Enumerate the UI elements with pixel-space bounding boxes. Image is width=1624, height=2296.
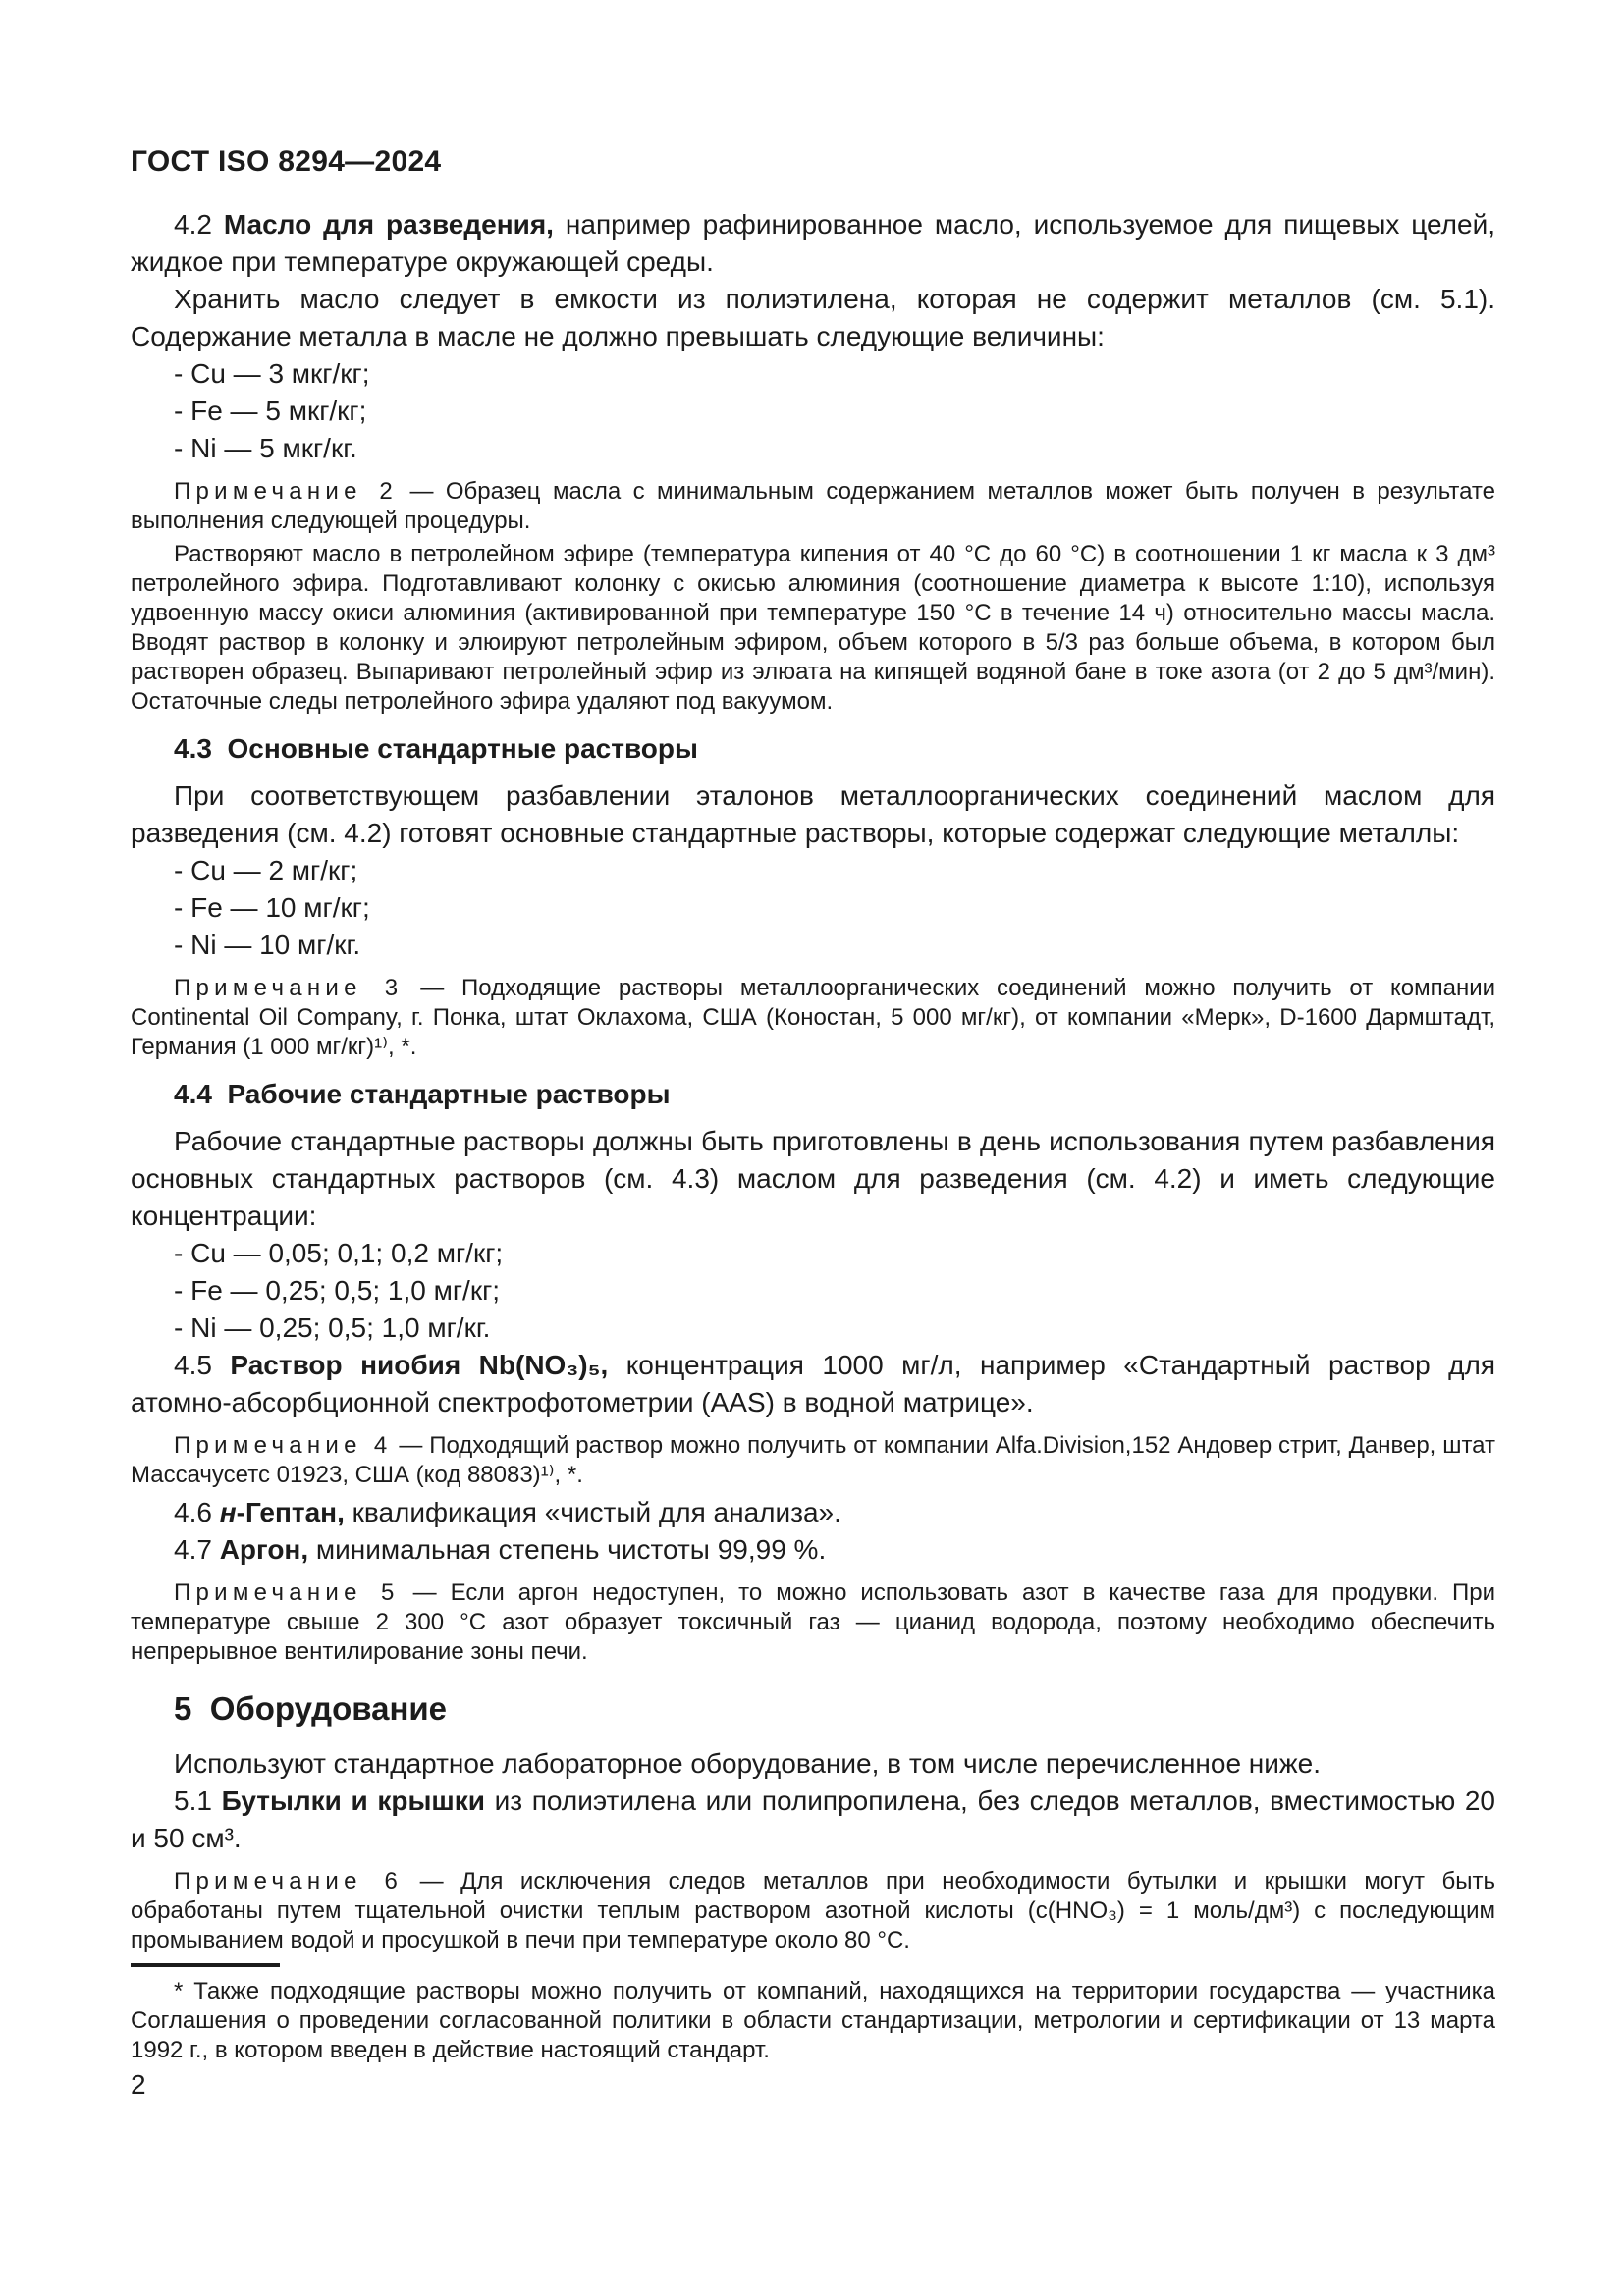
metal-limits-list-4-3: [131, 852, 1495, 964]
note-3: [131, 974, 1495, 1062]
clause-text: концентрация 1000 мг/л, например «Стандартный раствор для атомно-абсорбционной спектрофотометрии (AAS) в водной матрице».: [131, 1350, 1496, 1417]
clause-text: минимальная степень чистоты 99,99 %.: [308, 1534, 827, 1565]
clause-title: Бутылки и крышки: [221, 1786, 485, 1816]
list-item: - Fe — 5 мкг/кг;: [174, 396, 367, 426]
list-item: - Ni — 10 мг/кг.: [174, 930, 361, 960]
clause-number: 4.5: [174, 1350, 231, 1380]
clause-number: 4.2: [174, 209, 224, 240]
heading-5: 5 Оборудование: [174, 1690, 448, 1727]
paragraph-4-3: При соответствующем разбавлении эталонов металлоорганических соединений маслом для разведения (см. 4.2) готовят основные стандартные растворы, которые содержат следующие металлы:: [131, 780, 1495, 848]
paragraph-4-4: Рабочие стандартные растворы должны быть приготовлены в день использования путем разбавления основных стандартных растворов (см. 4.3) маслом для разведения (см. 4.2) и иметь следующие концентрации:: [131, 1126, 1495, 1231]
doc-header: ГОСТ ISO 8294—2024: [131, 145, 442, 178]
page-number: 2: [131, 2069, 146, 2100]
note-label: Примечание 4: [174, 1432, 393, 1459]
note-text: — Подходящие растворы металлоорганических соединений можно получить от компании Continental Oil Company, г. Понка, штат Оклахома, США (Коностан, 5 000 мг/кг), от компании «Мерк», D-1600 Дармштадт, Германия (1 000 мг/кг)¹⁾, *.: [131, 975, 1496, 1060]
clause-4-7: [131, 1531, 1495, 1569]
heading-4-4: 4.4 Рабочие стандартные растворы: [174, 1079, 671, 1109]
list-item: - Cu — 3 мкг/кг;: [174, 358, 370, 389]
note-2: [131, 477, 1495, 536]
clause-title: Раствор ниобия Nb(NO₃)₅,: [230, 1350, 609, 1380]
list-item: - Ni — 0,25; 0,5; 1,0 мг/кг.: [174, 1312, 491, 1343]
metal-limits-list-4-2: [131, 355, 1495, 467]
note-4: [131, 1431, 1495, 1490]
clause-number: 4.6: [174, 1497, 220, 1527]
note-label: Примечание 2: [174, 478, 399, 505]
clause-text: из полиэтилена или полипропилена, без следов металлов, вместимостью 20 и 50 см³.: [131, 1786, 1495, 1853]
clause-number: 5.1: [174, 1786, 222, 1816]
note-2-procedure: Растворяют масло в петролейном эфире (температура кипения от 40 °С до 60 °С) в соотношении 1 кг масла к 3 дм³ петролейного эфира. Подготавливают колонку с окисью алюминия (соотношение диаметра к высоте 1:10), используя удвоенную массу окиси алюминия (активированной при температуре 150 °С в течение 14 ч) относительно массы масла. Вводят раствор в колонку и элюируют петролейным эфиром, объем которого в 5/3 раз больше объема, в котором был растворен образец. Выпаривают петролейный эфир из элюата на кипящей водяной бане в токе азота (от 2 до 5 дм³/мин). Остаточные следы петролейного эфира удаляют под вакуумом.: [131, 541, 1495, 715]
footnote-block: [131, 1963, 1495, 2065]
metal-limits-list-4-4: [131, 1235, 1495, 1347]
note-label: Примечание 6: [174, 1868, 404, 1895]
clause-4-6: [131, 1494, 1495, 1531]
list-item: - Fe — 0,25; 0,5; 1,0 мг/кг;: [174, 1275, 501, 1306]
clause-4-5: [131, 1347, 1495, 1421]
list-item: - Cu — 0,05; 0,1; 0,2 мг/кг;: [174, 1238, 504, 1268]
note-5: [131, 1578, 1495, 1667]
note-text: — Подходящий раствор можно получить от компании Alfa.Division,152 Андовер стрит, Данвер, штат Массачусетс 01923, США (код 88083)¹⁾, *.: [131, 1432, 1495, 1488]
note-label: Примечание 3: [174, 975, 404, 1001]
clause-text: квалификация «чистый для анализа».: [344, 1497, 841, 1527]
paragraph-5-intro: Используют стандартное лабораторное оборудование, в том числе перечисленное ниже.: [174, 1748, 1321, 1779]
list-item: - Cu — 2 мг/кг;: [174, 855, 358, 885]
note-text: — Для исключения следов металлов при необходимости бутылки и крышки могут быть обработаны путем тщательной очистки теплым раствором азотной кислоты (с(HNO₃) = 1 моль/дм³) с последующим промыванием водой и просушкой в печи при температуре около 80 °С.: [131, 1868, 1496, 1953]
paragraph-storage: Хранить масло следует в емкости из полиэтилена, которая не содержит металлов (см. 5.1). Содержание металла в масле не должно превышать следующие величины:: [131, 284, 1495, 351]
clause-number: 4.7: [174, 1534, 220, 1565]
clause-title: Масло для разведения,: [223, 209, 554, 240]
list-item: - Fe — 10 мг/кг;: [174, 892, 370, 923]
clause-5-1: [131, 1783, 1495, 1857]
note-text: — Образец масла с минимальным содержанием металлов может быть получен в результате выполнения следующей процедуры.: [131, 478, 1496, 534]
clause-4-2: [131, 206, 1495, 281]
clause-title: Аргон,: [219, 1534, 309, 1565]
clause-text: например рафинированное масло, используемое для пищевых целей, жидкое при температуре окружающей среды.: [131, 209, 1495, 277]
page-content: [131, 145, 1495, 1959]
clause-title: -Гептан,: [236, 1497, 345, 1527]
heading-4-3: 4.3 Основные стандартные растворы: [174, 733, 698, 764]
list-item: - Ni — 5 мкг/кг.: [174, 433, 357, 463]
note-text: — Если аргон недоступен, то можно использовать азот в качестве газа для продувки. При температуре свыше 2 300 °С азот образует токсичный газ — цианид водорода, поэтому необходимо обеспечить непрерывное вентилирование зоны печи.: [131, 1579, 1495, 1665]
footnote-text: * Также подходящие растворы можно получить от компаний, находящихся на территории государства — участника Соглашения о проведении согласованной политики в области стандартизации, метрологии и сертификации от 13 марта 1992 г., в котором введен в действие настоящий стандарт.: [131, 1978, 1495, 2063]
clause-title-italic: н: [219, 1497, 237, 1527]
footnote-rule: [131, 1963, 280, 1967]
note-6: [131, 1867, 1495, 1955]
note-label: Примечание 5: [174, 1579, 400, 1606]
